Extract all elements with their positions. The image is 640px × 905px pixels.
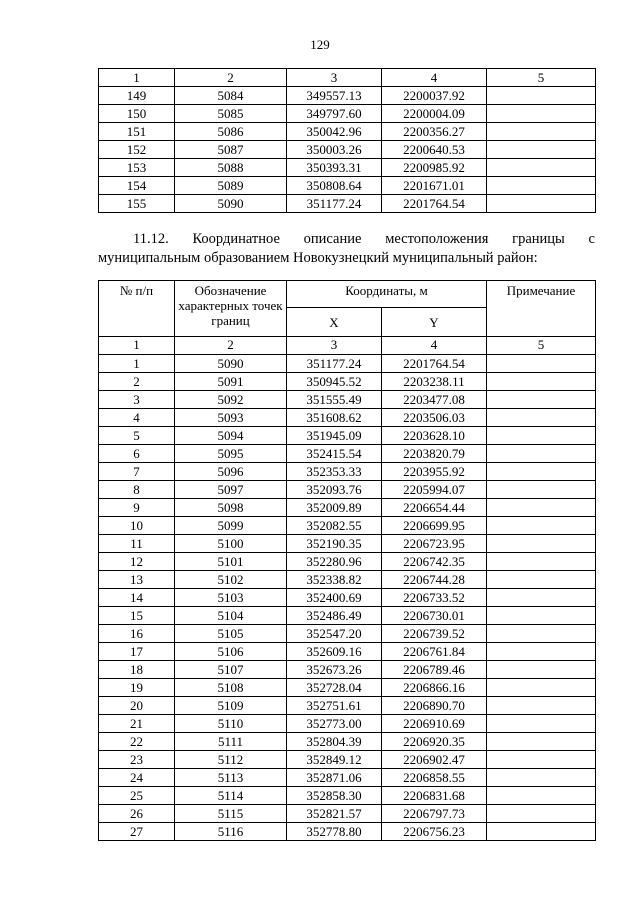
point-designation-cell: 5102: [175, 571, 287, 589]
column-number: 3: [287, 337, 382, 355]
y-coordinate-cell: 2203955.92: [382, 463, 487, 481]
x-coordinate-cell: 352673.26: [287, 661, 382, 679]
x-coordinate-cell: 351608.62: [287, 409, 382, 427]
note-cell: [487, 409, 596, 427]
row-number-cell: 12: [99, 553, 175, 571]
note-cell: [487, 141, 596, 159]
table-row: [99, 661, 596, 679]
x-coordinate-cell: 352547.20: [287, 625, 382, 643]
y-coordinate-cell: 2206858.55: [382, 769, 487, 787]
heading-word: границы: [512, 231, 565, 247]
table-row: [99, 195, 596, 213]
row-number-cell: 155: [99, 195, 175, 213]
point-designation-cell: 5087: [175, 141, 287, 159]
x-coordinate-cell: 352400.69: [287, 589, 382, 607]
note-cell: [487, 427, 596, 445]
row-number-cell: 27: [99, 823, 175, 841]
heading-word: Координатное: [192, 231, 280, 247]
table-row: [99, 517, 596, 535]
x-coordinate-cell: 352778.80: [287, 823, 382, 841]
row-number-cell: 14: [99, 589, 175, 607]
table-row: [99, 391, 596, 409]
column-number: 1: [99, 337, 175, 355]
note-cell: [487, 445, 596, 463]
point-designation-cell: 5101: [175, 553, 287, 571]
point-designation-cell: 5110: [175, 715, 287, 733]
y-coordinate-cell: 2206761.84: [382, 643, 487, 661]
row-number-cell: 23: [99, 751, 175, 769]
table-row: [99, 373, 596, 391]
y-coordinate-cell: 2200037.92: [382, 87, 487, 105]
table-row: [99, 409, 596, 427]
table-row: [99, 123, 596, 141]
note-cell: [487, 643, 596, 661]
row-number-cell: 7: [99, 463, 175, 481]
table-row: [99, 679, 596, 697]
y-coordinate-cell: 2206902.47: [382, 751, 487, 769]
x-coordinate-cell: 352190.35: [287, 535, 382, 553]
row-number-cell: 17: [99, 643, 175, 661]
x-coordinate-cell: 352804.39: [287, 733, 382, 751]
y-coordinate-cell: 2201671.01: [382, 177, 487, 195]
column-number: 5: [487, 69, 596, 87]
point-designation-cell: 5114: [175, 787, 287, 805]
table-row: [99, 177, 596, 195]
table-row: [99, 87, 596, 105]
note-cell: [487, 177, 596, 195]
row-number-cell: 26: [99, 805, 175, 823]
heading-word: описание: [303, 231, 362, 247]
table-row: [99, 607, 596, 625]
table-row: [99, 769, 596, 787]
note-cell: [487, 373, 596, 391]
row-number-cell: 22: [99, 733, 175, 751]
table-row: [99, 625, 596, 643]
x-coordinate-cell: 352773.00: [287, 715, 382, 733]
point-designation-cell: 5098: [175, 499, 287, 517]
x-coordinate-cell: 351177.24: [287, 355, 382, 373]
y-coordinate-cell: 2206744.28: [382, 571, 487, 589]
table-row: [99, 571, 596, 589]
point-designation-cell: 5095: [175, 445, 287, 463]
table-row: [99, 481, 596, 499]
row-number-cell: 9: [99, 499, 175, 517]
x-coordinate-cell: 351177.24: [287, 195, 382, 213]
table-body: [99, 355, 596, 841]
y-coordinate-cell: 2206789.46: [382, 661, 487, 679]
table-row: [99, 805, 596, 823]
table-row: [99, 733, 596, 751]
point-designation-cell: 5084: [175, 87, 287, 105]
column-number: 1: [99, 69, 175, 87]
note-cell: [487, 769, 596, 787]
row-number-cell: 20: [99, 697, 175, 715]
x-coordinate-cell: 352280.96: [287, 553, 382, 571]
x-coordinate-cell: 352082.55: [287, 517, 382, 535]
x-coordinate-cell: 352338.82: [287, 571, 382, 589]
table-row: [99, 355, 596, 373]
section-heading-line1: [98, 230, 595, 249]
y-coordinate-cell: 2201764.54: [382, 195, 487, 213]
x-coordinate-cell: 352871.06: [287, 769, 382, 787]
row-number-cell: 8: [99, 481, 175, 499]
x-coordinate-cell: 352486.49: [287, 607, 382, 625]
header-number: № п/п: [99, 281, 175, 337]
point-designation-cell: 5100: [175, 535, 287, 553]
point-designation-cell: 5104: [175, 607, 287, 625]
x-coordinate-cell: 352751.61: [287, 697, 382, 715]
point-designation-cell: 5105: [175, 625, 287, 643]
heading-word: 11.12.: [133, 231, 169, 247]
y-coordinate-cell: 2203477.08: [382, 391, 487, 409]
y-coordinate-cell: 2206699.95: [382, 517, 487, 535]
row-number-cell: 18: [99, 661, 175, 679]
column-number: 2: [175, 337, 287, 355]
y-coordinate-cell: 2203506.03: [382, 409, 487, 427]
column-number: 5: [487, 337, 596, 355]
note-cell: [487, 823, 596, 841]
column-number: 4: [382, 337, 487, 355]
point-designation-cell: 5115: [175, 805, 287, 823]
heading-word: с: [588, 231, 595, 247]
y-coordinate-cell: 2205994.07: [382, 481, 487, 499]
x-coordinate-cell: 350945.52: [287, 373, 382, 391]
note-cell: [487, 517, 596, 535]
point-designation-cell: 5093: [175, 409, 287, 427]
note-cell: [487, 87, 596, 105]
y-coordinate-cell: 2206733.52: [382, 589, 487, 607]
note-cell: [487, 499, 596, 517]
note-cell: [487, 355, 596, 373]
row-number-cell: 3: [99, 391, 175, 409]
y-coordinate-cell: 2203820.79: [382, 445, 487, 463]
header-y: Y: [382, 308, 487, 337]
table-row: [99, 715, 596, 733]
x-coordinate-cell: 352415.54: [287, 445, 382, 463]
table-row: [99, 141, 596, 159]
x-coordinate-cell: 352009.89: [287, 499, 382, 517]
y-coordinate-cell: 2206739.52: [382, 625, 487, 643]
table-body: [99, 87, 596, 213]
column-number-row: [99, 337, 596, 355]
x-coordinate-cell: 350808.64: [287, 177, 382, 195]
row-number-cell: 11: [99, 535, 175, 553]
point-designation-cell: 5108: [175, 679, 287, 697]
point-designation-cell: 5111: [175, 733, 287, 751]
point-designation-cell: 5113: [175, 769, 287, 787]
y-coordinate-cell: 2203238.11: [382, 373, 487, 391]
note-cell: [487, 481, 596, 499]
y-coordinate-cell: 2206742.35: [382, 553, 487, 571]
point-designation-cell: 5097: [175, 481, 287, 499]
note-cell: [487, 733, 596, 751]
x-coordinate-cell: 352093.76: [287, 481, 382, 499]
point-designation-cell: 5090: [175, 195, 287, 213]
note-cell: [487, 679, 596, 697]
y-coordinate-cell: 2206654.44: [382, 499, 487, 517]
table-row: [99, 427, 596, 445]
x-coordinate-cell: 350003.26: [287, 141, 382, 159]
x-coordinate-cell: 350393.31: [287, 159, 382, 177]
table-row: [99, 751, 596, 769]
note-cell: [487, 571, 596, 589]
x-coordinate-cell: 349797.60: [287, 105, 382, 123]
y-coordinate-cell: 2206866.16: [382, 679, 487, 697]
x-coordinate-cell: 352728.04: [287, 679, 382, 697]
note-cell: [487, 787, 596, 805]
note-cell: [487, 607, 596, 625]
table-row: [99, 159, 596, 177]
row-number-cell: 150: [99, 105, 175, 123]
row-number-cell: 152: [99, 141, 175, 159]
header-x: X: [287, 308, 382, 337]
y-coordinate-cell: 2203628.10: [382, 427, 487, 445]
table-row: [99, 105, 596, 123]
note-cell: [487, 463, 596, 481]
y-coordinate-cell: 2206831.68: [382, 787, 487, 805]
x-coordinate-cell: 350042.96: [287, 123, 382, 141]
y-coordinate-cell: 2200004.09: [382, 105, 487, 123]
table-row: [99, 445, 596, 463]
point-designation-cell: 5103: [175, 589, 287, 607]
note-cell: [487, 105, 596, 123]
point-designation-cell: 5088: [175, 159, 287, 177]
note-cell: [487, 805, 596, 823]
x-coordinate-cell: 352353.33: [287, 463, 382, 481]
section-heading: [98, 230, 595, 268]
point-designation-cell: 5112: [175, 751, 287, 769]
note-cell: [487, 751, 596, 769]
note-cell: [487, 195, 596, 213]
y-coordinate-cell: 2200985.92: [382, 159, 487, 177]
note-cell: [487, 553, 596, 571]
coordinates-table-continued: [98, 68, 596, 213]
x-coordinate-cell: 352609.16: [287, 643, 382, 661]
point-designation-cell: 5109: [175, 697, 287, 715]
x-coordinate-cell: 351945.09: [287, 427, 382, 445]
row-number-cell: 21: [99, 715, 175, 733]
row-number-cell: 15: [99, 607, 175, 625]
note-cell: [487, 391, 596, 409]
point-designation-cell: 5085: [175, 105, 287, 123]
row-number-cell: 13: [99, 571, 175, 589]
heading-word: местоположения: [385, 231, 489, 247]
x-coordinate-cell: 352821.57: [287, 805, 382, 823]
y-coordinate-cell: 2206910.69: [382, 715, 487, 733]
row-number-cell: 16: [99, 625, 175, 643]
y-coordinate-cell: 2206730.01: [382, 607, 487, 625]
y-coordinate-cell: 2206797.73: [382, 805, 487, 823]
y-coordinate-cell: 2206756.23: [382, 823, 487, 841]
header-coordinates: Координаты, м: [287, 281, 487, 308]
page-number: 129: [310, 37, 330, 52]
point-designation-cell: 5092: [175, 391, 287, 409]
table-row: [99, 535, 596, 553]
row-number-cell: 19: [99, 679, 175, 697]
row-number-cell: 4: [99, 409, 175, 427]
row-number-cell: 2: [99, 373, 175, 391]
point-designation-cell: 5116: [175, 823, 287, 841]
header-designation: Обозначение характерных точек границ: [175, 281, 287, 337]
y-coordinate-cell: 2200640.53: [382, 141, 487, 159]
point-designation-cell: 5090: [175, 355, 287, 373]
y-coordinate-cell: 2206920.35: [382, 733, 487, 751]
point-designation-cell: 5106: [175, 643, 287, 661]
note-cell: [487, 535, 596, 553]
note-cell: [487, 697, 596, 715]
column-number: 2: [175, 69, 287, 87]
table-row: [99, 697, 596, 715]
note-cell: [487, 123, 596, 141]
row-number-cell: 5: [99, 427, 175, 445]
point-designation-cell: 5094: [175, 427, 287, 445]
point-designation-cell: 5096: [175, 463, 287, 481]
row-number-cell: 25: [99, 787, 175, 805]
y-coordinate-cell: 2206723.95: [382, 535, 487, 553]
section-heading-line2: муниципальным образованием Новокузнецкий муниципальный район:: [98, 250, 538, 266]
column-number-row: [99, 69, 596, 87]
row-number-cell: 154: [99, 177, 175, 195]
header-note: Примечание: [487, 281, 596, 337]
column-number: 4: [382, 69, 487, 87]
note-cell: [487, 159, 596, 177]
column-number: 3: [287, 69, 382, 87]
row-number-cell: 149: [99, 87, 175, 105]
table-row: [99, 643, 596, 661]
row-number-cell: 1: [99, 355, 175, 373]
table-row: [99, 589, 596, 607]
y-coordinate-cell: 2201764.54: [382, 355, 487, 373]
row-number-cell: 24: [99, 769, 175, 787]
table-row: [99, 553, 596, 571]
table-row: [99, 463, 596, 481]
point-designation-cell: 5089: [175, 177, 287, 195]
note-cell: [487, 625, 596, 643]
note-cell: [487, 661, 596, 679]
point-designation-cell: 5107: [175, 661, 287, 679]
row-number-cell: 151: [99, 123, 175, 141]
row-number-cell: 10: [99, 517, 175, 535]
point-designation-cell: 5099: [175, 517, 287, 535]
x-coordinate-cell: 349557.13: [287, 87, 382, 105]
y-coordinate-cell: 2200356.27: [382, 123, 487, 141]
row-number-cell: 153: [99, 159, 175, 177]
boundary-coordinates-table: [98, 280, 596, 841]
table-row: [99, 499, 596, 517]
note-cell: [487, 589, 596, 607]
x-coordinate-cell: 351555.49: [287, 391, 382, 409]
table-row: [99, 787, 596, 805]
x-coordinate-cell: 352849.12: [287, 751, 382, 769]
table-row: [99, 823, 596, 841]
point-designation-cell: 5086: [175, 123, 287, 141]
note-cell: [487, 715, 596, 733]
x-coordinate-cell: 352858.30: [287, 787, 382, 805]
y-coordinate-cell: 2206890.70: [382, 697, 487, 715]
row-number-cell: 6: [99, 445, 175, 463]
point-designation-cell: 5091: [175, 373, 287, 391]
